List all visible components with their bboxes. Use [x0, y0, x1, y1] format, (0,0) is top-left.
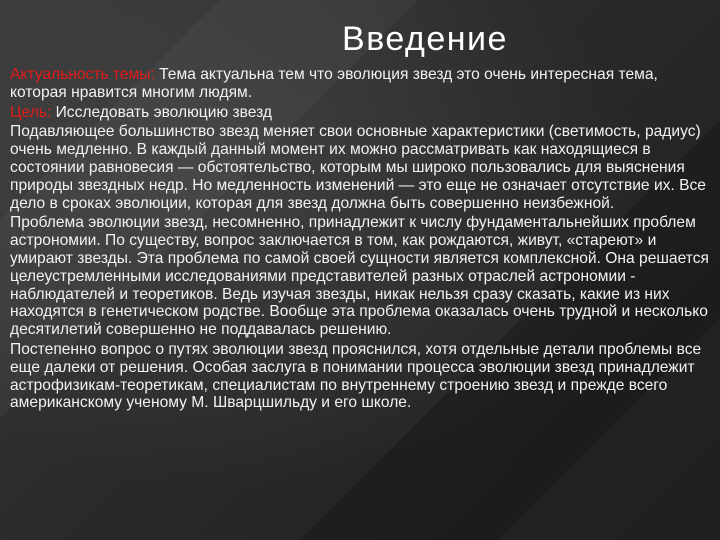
body-paragraph: Проблема эволюции звезд, несомненно, принадлежит к числу фундаментальнейших проблем астрономии. По существу, вопрос заключается в том, как рождаются, живут, «стареют» и умирают звезды. Эта проблема по самой своей сущности является комплексной. Она решается целеустремленными исследованиями представителей разных отраслей астрономии - наблюдателей и теоретиков. Ведь изучая звезды, никак нельзя сразу сказать, какие из них находятся в генетическом родстве. Вообще эта проблема оказалась очень трудной и несколько десятилетий совершенно не поддавалась решению.	[10, 214, 709, 339]
relevance-label: Актуальность темы:	[10, 66, 155, 83]
relevance-text: Тема актуальна тем что эволюция звезд это очень интересная тема, которая нравится многим людям.	[10, 66, 658, 101]
goal-text: Исследовать эволюцию звезд	[51, 103, 272, 121]
body-paragraph: Подавляющее большинство звезд меняет свои основные характеристики (светимость, радиус) очень медленно. В каждый данный момент их можно рассматривать как находящиеся в состоянии равновесия — обстоятельство, которым мы широко пользовались для выяснения природы звездных недр. Но медленность изменений — это еще не означает отсутствие их. Все дело в сроках эволюции, которая для звезд должна быть совершенно неизбежной.	[10, 123, 706, 212]
relevance-paragraph	[10, 66, 710, 102]
body-paragraph: Постепенно вопрос о путях эволюции звезд прояснился, хотя отдельные детали проблемы все еще далеки от решения. Особая заслуга в понимании процесса эволюции звезд принадлежит астрофизикам-теоретикам, специалистам по внутреннему строению звезд и прежде всего американскому ученому М. Шварцшильду и его школе.	[10, 340, 702, 412]
slide-title: Введение	[342, 20, 508, 58]
goal-paragraph	[10, 104, 710, 122]
goal-label: Цель:	[10, 103, 52, 121]
slide-content	[10, 66, 710, 414]
